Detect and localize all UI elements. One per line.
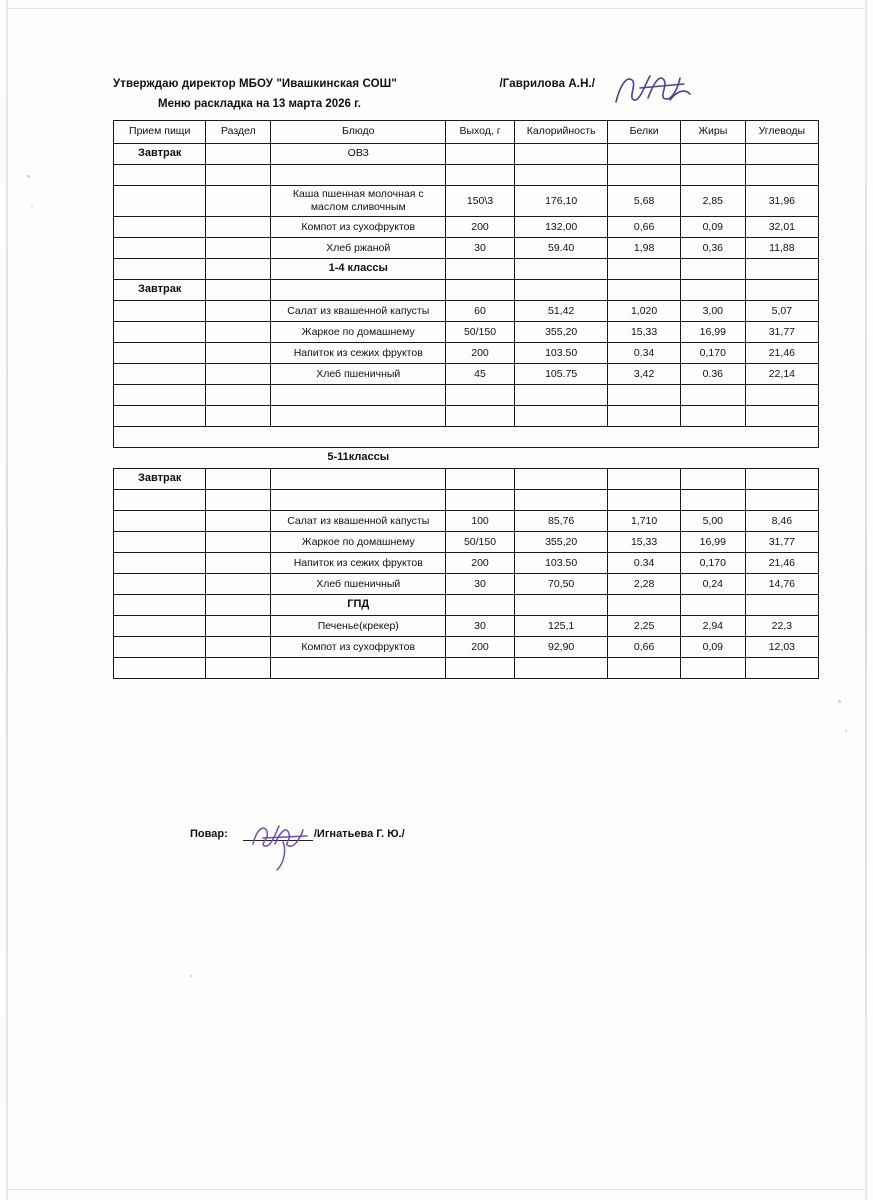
cell-protein [608,595,681,616]
cell-fat: 2,94 [680,616,745,637]
cell-dish: Напиток из сежих фруктов [271,553,446,574]
cell-meal [114,238,206,259]
cell-meal [114,322,206,343]
table-row [114,406,819,427]
cell-output: 45 [446,364,515,385]
cook-label: Повар: [190,828,228,840]
cell-meal [114,364,206,385]
section-title-ovz: ОВЗ [271,144,446,165]
cell-protein: 0.34 [608,343,681,364]
cell-fat [680,448,745,469]
table-spacer-row [114,427,819,448]
cell-section [206,385,271,406]
cell-dish: Жаркое по домашнему [271,532,446,553]
cell-fat: 0,09 [680,637,745,658]
cell-calories [514,280,607,301]
cell-meal [114,637,206,658]
table-row [114,165,819,186]
scan-edge-bottom [6,1189,867,1190]
table-row [114,469,819,490]
table-row [114,637,819,658]
cell-fat: 0,36 [680,238,745,259]
cell-output [446,658,515,679]
cell-calories [514,490,607,511]
scan-speck [31,205,33,207]
menu-table [113,120,819,679]
cell-meal [114,217,206,238]
cell-carbs: 31,77 [745,322,818,343]
column-header-output: Выход, г [446,121,515,144]
cell-carbs [745,406,818,427]
table-row [114,301,819,322]
cell-calories: 105.75 [514,364,607,385]
cell-section [206,511,271,532]
cell-carbs [745,658,818,679]
cook-signature-line [190,828,405,840]
cell-protein: 2,25 [608,616,681,637]
cell-meal [114,343,206,364]
cell-section [206,259,271,280]
cell-section [206,574,271,595]
cell-fat: 0,09 [680,217,745,238]
cell-carbs [745,595,818,616]
cell-output [446,448,515,469]
cell-meal [114,658,206,679]
scan-edge-left [6,0,8,1200]
cell-carbs [745,448,818,469]
cell-section [206,280,271,301]
cell-protein: 2,28 [608,574,681,595]
cell-dish: Хлеб ржаной [271,238,446,259]
meal-label: Завтрак [114,280,206,301]
cell-output [446,490,515,511]
cell-fat: 0.36 [680,364,745,385]
cell-output: 200 [446,553,515,574]
group-title-1-4: 1-4 классы [271,259,446,280]
spacer-cell [114,427,819,448]
cell-protein [608,144,681,165]
table-row [114,144,819,165]
cell-meal [114,490,206,511]
cell-dish: Хлеб пшеничный [271,364,446,385]
cell-output [446,259,515,280]
cell-output: 100 [446,511,515,532]
cell-calories: 85,76 [514,511,607,532]
cell-fat [680,469,745,490]
cell-carbs [745,144,818,165]
cell-fat [680,259,745,280]
cook-name: /Игнатьева Г. Ю./ [313,828,405,840]
cell-dish [271,406,446,427]
cell-calories: 92,90 [514,637,607,658]
cell-protein: 1,98 [608,238,681,259]
cell-calories: 132,00 [514,217,607,238]
meal-label: Завтрак [114,144,206,165]
cell-meal [114,553,206,574]
cell-section [206,343,271,364]
cell-output: 30 [446,238,515,259]
cell-meal [114,616,206,637]
cell-fat [680,406,745,427]
cell-output [446,406,515,427]
cell-output [446,144,515,165]
cell-dish [271,165,446,186]
cell-section [206,165,271,186]
cell-dish [271,385,446,406]
cell-fat: 0,170 [680,343,745,364]
cell-carbs: 5,07 [745,301,818,322]
cell-meal [114,186,206,217]
table-row [114,385,819,406]
cell-protein: 15,33 [608,322,681,343]
column-header-section: Раздел [206,121,271,144]
cell-carbs: 14,76 [745,574,818,595]
cell-dish: Компот из сухофруктов [271,217,446,238]
table-row [114,574,819,595]
cell-output: 200 [446,217,515,238]
cell-section [206,637,271,658]
cell-section [206,553,271,574]
cell-meal [114,574,206,595]
cell-protein [608,259,681,280]
cell-output [446,595,515,616]
cell-meal [114,406,206,427]
cell-meal [114,511,206,532]
cell-output: 60 [446,301,515,322]
cell-carbs: 21,46 [745,343,818,364]
table-row [114,217,819,238]
cell-carbs: 8,46 [745,511,818,532]
cell-section [206,217,271,238]
cell-protein [608,385,681,406]
cell-fat [680,165,745,186]
cell-protein [608,448,681,469]
cell-section [206,364,271,385]
cell-section [206,448,271,469]
cell-carbs: 21,46 [745,553,818,574]
table-row [114,511,819,532]
cell-fat: 0,170 [680,553,745,574]
cell-section [206,616,271,637]
table-row [114,343,819,364]
cell-protein [608,490,681,511]
cell-output: 150\3 [446,186,515,217]
table-row [114,238,819,259]
cell-carbs: 32,01 [745,217,818,238]
table-row [114,490,819,511]
cell-calories: 70,50 [514,574,607,595]
cell-fat: 2,85 [680,186,745,217]
cell-output: 200 [446,637,515,658]
cell-protein: 1,020 [608,301,681,322]
cell-carbs [745,259,818,280]
cell-calories [514,658,607,679]
approval-text: Утверждаю директор МБОУ "Ивашкинская СОШ" [113,78,397,90]
cell-meal [114,385,206,406]
column-header-protein: Белки [608,121,681,144]
column-header-calories: Калорийность [514,121,607,144]
group-title-5-11: 5-11классы [327,451,390,464]
table-row [114,553,819,574]
cook-signature-icon [243,818,329,873]
cell-carbs: 31,77 [745,532,818,553]
cell-carbs [745,385,818,406]
cell-section [206,469,271,490]
cell-protein [608,406,681,427]
cell-calories: 103.50 [514,343,607,364]
cell-dish: Компот из сухофруктов [271,637,446,658]
cell-section [206,301,271,322]
cell-carbs: 11,88 [745,238,818,259]
cell-calories [514,406,607,427]
cell-fat: 0,24 [680,574,745,595]
cell-dish: Жаркое по домашнему [271,322,446,343]
cell-protein: 0,66 [608,217,681,238]
column-header-carbs: Углеводы [745,121,818,144]
cell-section [206,186,271,217]
cell-fat: 5,00 [680,511,745,532]
cell-dish: Хлеб пшеничный [271,574,446,595]
table-row [114,259,819,280]
cell-protein [608,280,681,301]
cell-dish: Салат из квашенной капусты [271,511,446,532]
director-name: /Гаврилова А.Н./ [499,78,596,90]
cell-protein: 1,710 [608,511,681,532]
cell-fat [680,280,745,301]
cell-fat [680,490,745,511]
column-header-dish: Блюдо [271,121,446,144]
cell-carbs: 22,14 [745,364,818,385]
cell-fat: 3,00 [680,301,745,322]
cell-section [206,532,271,553]
table-row [114,658,819,679]
cell-output: 50/150 [446,322,515,343]
cell-meal [114,532,206,553]
cell-protein: 0.34 [608,553,681,574]
table-row [114,595,819,616]
table-row [114,532,819,553]
cell-calories [514,385,607,406]
cell-section [206,406,271,427]
cell-section [206,322,271,343]
cell-calories: 59.40 [514,238,607,259]
cell-calories [514,448,607,469]
cell-carbs [745,490,818,511]
cell-output: 30 [446,574,515,595]
group-title-gpd: ГПД [271,595,446,616]
menu-title: Меню раскладка на 13 марта 2026 г. [158,98,361,110]
cell-calories: 103.50 [514,553,607,574]
cell-dish [271,280,446,301]
table-header-row [114,121,819,144]
cell-output: 200 [446,343,515,364]
cell-protein [608,658,681,679]
cell-section [206,144,271,165]
cell-carbs: 22,3 [745,616,818,637]
cell-protein: 3,42 [608,364,681,385]
cell-carbs [745,165,818,186]
cell-meal [114,259,206,280]
column-header-fat: Жиры [680,121,745,144]
cell-section [206,595,271,616]
cell-output [446,165,515,186]
cell-dish: Печенье(крекер) [271,616,446,637]
table-row [114,186,819,217]
cell-section [206,658,271,679]
document-header [113,78,813,110]
cell-protein: 0,66 [608,637,681,658]
cell-calories: 176,10 [514,186,607,217]
cell-calories: 51,42 [514,301,607,322]
cell-calories [514,165,607,186]
cell-fat [680,144,745,165]
cell-carbs [745,469,818,490]
cell-dish [271,658,446,679]
table-row [114,616,819,637]
cell-carbs: 12,03 [745,637,818,658]
table-row [114,448,819,469]
cell-calories [514,595,607,616]
table-row [114,364,819,385]
cell-fat: 16,99 [680,532,745,553]
cell-output: 30 [446,616,515,637]
cell-output [446,469,515,490]
cell-protein: 15,33 [608,532,681,553]
cell-dish [271,490,446,511]
cell-calories: 355,20 [514,532,607,553]
scan-speck [838,700,841,703]
cell-dish: Напиток из сежих фруктов [271,343,446,364]
cell-calories: 125,1 [514,616,607,637]
column-header-meal: Прием пищи [114,121,206,144]
cell-meal [114,448,206,469]
cell-output [446,280,515,301]
cell-output: 50/150 [446,532,515,553]
cell-carbs [745,280,818,301]
scan-speck [190,975,192,977]
cell-protein [608,469,681,490]
cell-calories [514,469,607,490]
table-row [114,280,819,301]
cell-fat [680,595,745,616]
scan-edge-right [865,0,867,1200]
cell-section [206,238,271,259]
approval-line [113,78,813,90]
cell-section [206,490,271,511]
cell-dish [271,469,446,490]
cell-dish: Салат из квашенной капусты [271,301,446,322]
cell-fat [680,385,745,406]
cell-dish: Каша пшенная молочная с маслом сливочным [271,186,446,217]
scan-edge-top [6,8,867,9]
cell-meal [114,595,206,616]
cell-calories: 355,20 [514,322,607,343]
cell-protein: 5,68 [608,186,681,217]
cell-calories [514,144,607,165]
scan-speck [845,730,847,732]
cell-carbs: 31,96 [745,186,818,217]
cell-protein [608,165,681,186]
scan-speck [27,175,30,178]
cell-meal [114,165,206,186]
cell-calories [514,259,607,280]
cell-meal [114,301,206,322]
meal-label: Завтрак [114,469,206,490]
table-row [114,322,819,343]
cook-signature-underline [243,840,313,841]
cell-output [446,385,515,406]
cell-fat [680,658,745,679]
cell-fat: 16,99 [680,322,745,343]
